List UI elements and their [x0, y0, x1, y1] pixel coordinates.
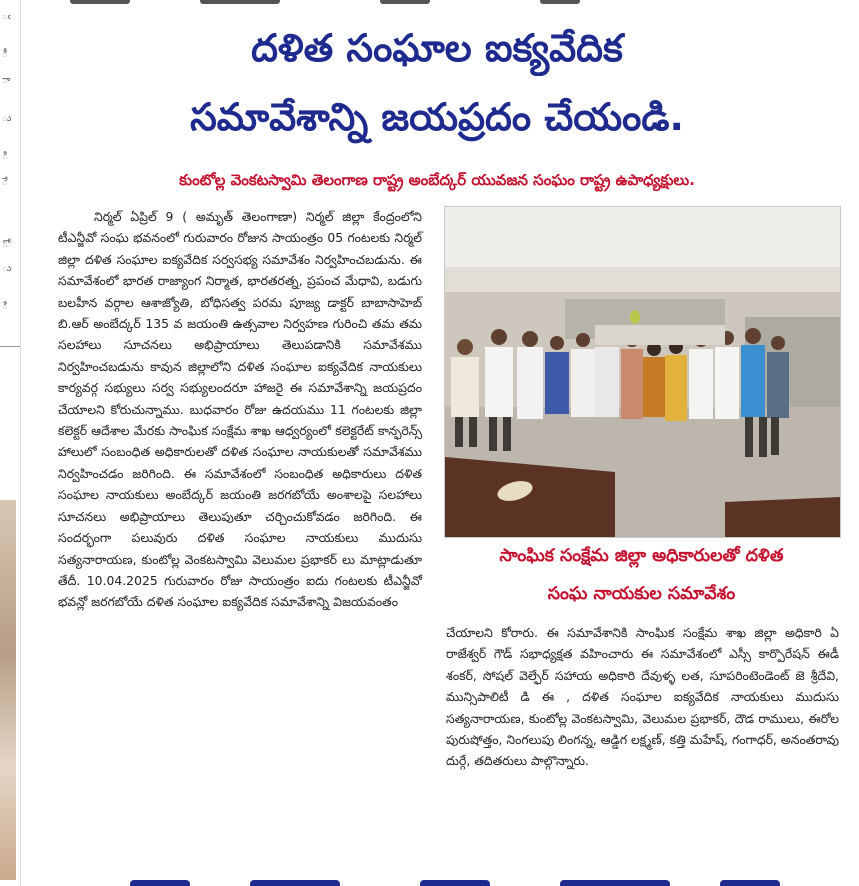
cut-rule [0, 346, 20, 347]
cut-glyph: ే [2, 177, 8, 188]
cut-glyph: ఁ [2, 11, 11, 22]
cut-glyph: ు [2, 263, 12, 274]
article-left-column [58, 206, 422, 613]
adjacent-photo-edge [0, 500, 16, 880]
article-body-right: చేయాలని కోరారు. ఈ సమావేశానికి సాంఘిక సంక్షేమ శాఖ జిల్లా అధికారి ఏ రాజేశ్వర్ గౌడ్ సభాధ్యక్షత వహించారు ఈ సమావేశంలో ఎస్సీ కార్పొరేషన్ ఈడీ శంకర్, సోషల్ వెల్ఫేర్ సహాయ అధికారి దేవుళ్ళ లత, సూపరింటెండెంట్ జె శ్రీదేవి, మున్సిపాలిటీ డి ఈ , దళిత సంఘాల ఐక్యవేదిక నాయకులు ముదుసు సత్యనారాయణ, కుంటోల్ల వెంకటస్వామి, వెలుమల ప్రభాకర్, దౌడ రాములు, ఈరోల పురుషోత్తం, నింగలుపు లింగన్న, ఆడ్డిగ లక్ష్మణ్, కత్తి మహేష్, గంగాధర్, అనంతరావు దుర్గే, తదితరులు పాల్గొన్నారు. [446, 625, 839, 769]
article-body-left: నిర్మల్ ఏప్రిల్ 9 ( అమృత్ తెలంగాణా) నిర్మల్ జిల్లా కేంద్రంలోని టీఎన్జీవో సంఘ భవనంలో గురువారం రోజున సాయంత్రం 05 గంటలకు నిర్మల్ జిల్లా దళిత సంఘాల ఐక్యవేదిక సర్వసభ్య సమావేశం నిర్వహించబడును. ఈ సమావేశంలో భారత రాజ్యాంగ నిర్మాత, భారతరత్న, ప్రపంచ మేధావి, బడుగు బలహీన వర్గాల ఆశాజ్యోతి, బోధిసత్వ పరమ పూజ్య డాక్టర్ బాబాసాహెబ్ బి.ఆర్ అంబేద్కర్ 135 వ జయంతి ఉత్సవాల నిర్వహణ గురించి తమ తమ సలహాలు సూచనలు అభిప్రాయాలు తెలుపడానికి సమావేశము నిర్వహించబడును కావున జిల్లాలోని దళిత సంఘాల ఐక్యవేదిక నాయకులు కార్యవర్గ సభ్యులు సర్వ సభ్యులందరూ హాజరై ఈ సమావేశాన్ని జయప్రదం చేయాలని కోరుచున్నాము. బుధవారం రోజు ఉదయము 11 గంటలకు జిల్లా కలెక్టర్ ఆదేశాల మేరకు సాంఘిక సంక్షేమ శాఖ ఆధ్వర్యంలో కలెక్టరేట్ కాన్ఫరెన్స్ హాలులో సంబంధిత అధికారులతో దళిత సంఘాల నాయకులతో సమావేశము నిర్వహించడం జరిగింది. ఈ సమావేశంలో సంబంధిత అధికారులు దళిత సంఘాల నాయకులు అంబేద్కర్ జయంతి జరగబోయే అంశాలపై సలహాలు సూచనలు అభిప్రాయాలు తెలుపుతూ చర్చించుకోవడం జరిగింది. ఈ సందర్భంగా పలువురు దళిత సంఘాల నాయకులు ముదుసు సత్యనారాయణ, కుంటోల్ల వెంకటస్వామి వెలుమల ప్రభాకర్ లు మాట్లాడుతూ తేదీ. 10.04.2025 గురువారం రోజు సాయంత్రం ఐదు గంటలకు టీఎన్జీవో భవన్లో జరగబోయే దళిత సంఘాల ఐక్యవేదిక సమావేశాన్ని విజయవంతం [58, 209, 422, 610]
photo-caption [444, 537, 839, 619]
cut-glyph: ి [2, 301, 8, 312]
next-headline-cut [0, 876, 859, 886]
previous-line-cut [60, 0, 840, 6]
cut-glyph: ీ [2, 49, 8, 60]
photo-caption-line-1: సాంఘిక సంక్షేమ జిల్లా అధికారులతో దళిత [499, 546, 784, 566]
news-photo [444, 206, 841, 538]
cut-glyph: ా [2, 75, 11, 86]
group-photo-illustration [445, 207, 840, 537]
cut-glyph: ు [2, 113, 12, 124]
adjacent-column-edge [0, 0, 21, 886]
headline-line-2: సమావేశాన్ని జయప్రదం చేయండి. [190, 95, 684, 139]
photo-caption-line-2: సంఘ నాయకుల సమావేశం [547, 584, 736, 604]
subheadline: కుంటోల్ల వెంకటస్వామి తెలంగాణ రాష్ట్ర అంబేద్కర్ యువజన సంఘం రాష్ట్ర ఉపాధ్యక్షులు. [179, 171, 695, 189]
headline-line-1: దళిత సంఘాల ఐక్యవేదిక [251, 26, 623, 70]
article-right-column [446, 622, 839, 772]
cut-glyph: ో [2, 239, 8, 250]
cut-glyph: ి [2, 151, 8, 162]
